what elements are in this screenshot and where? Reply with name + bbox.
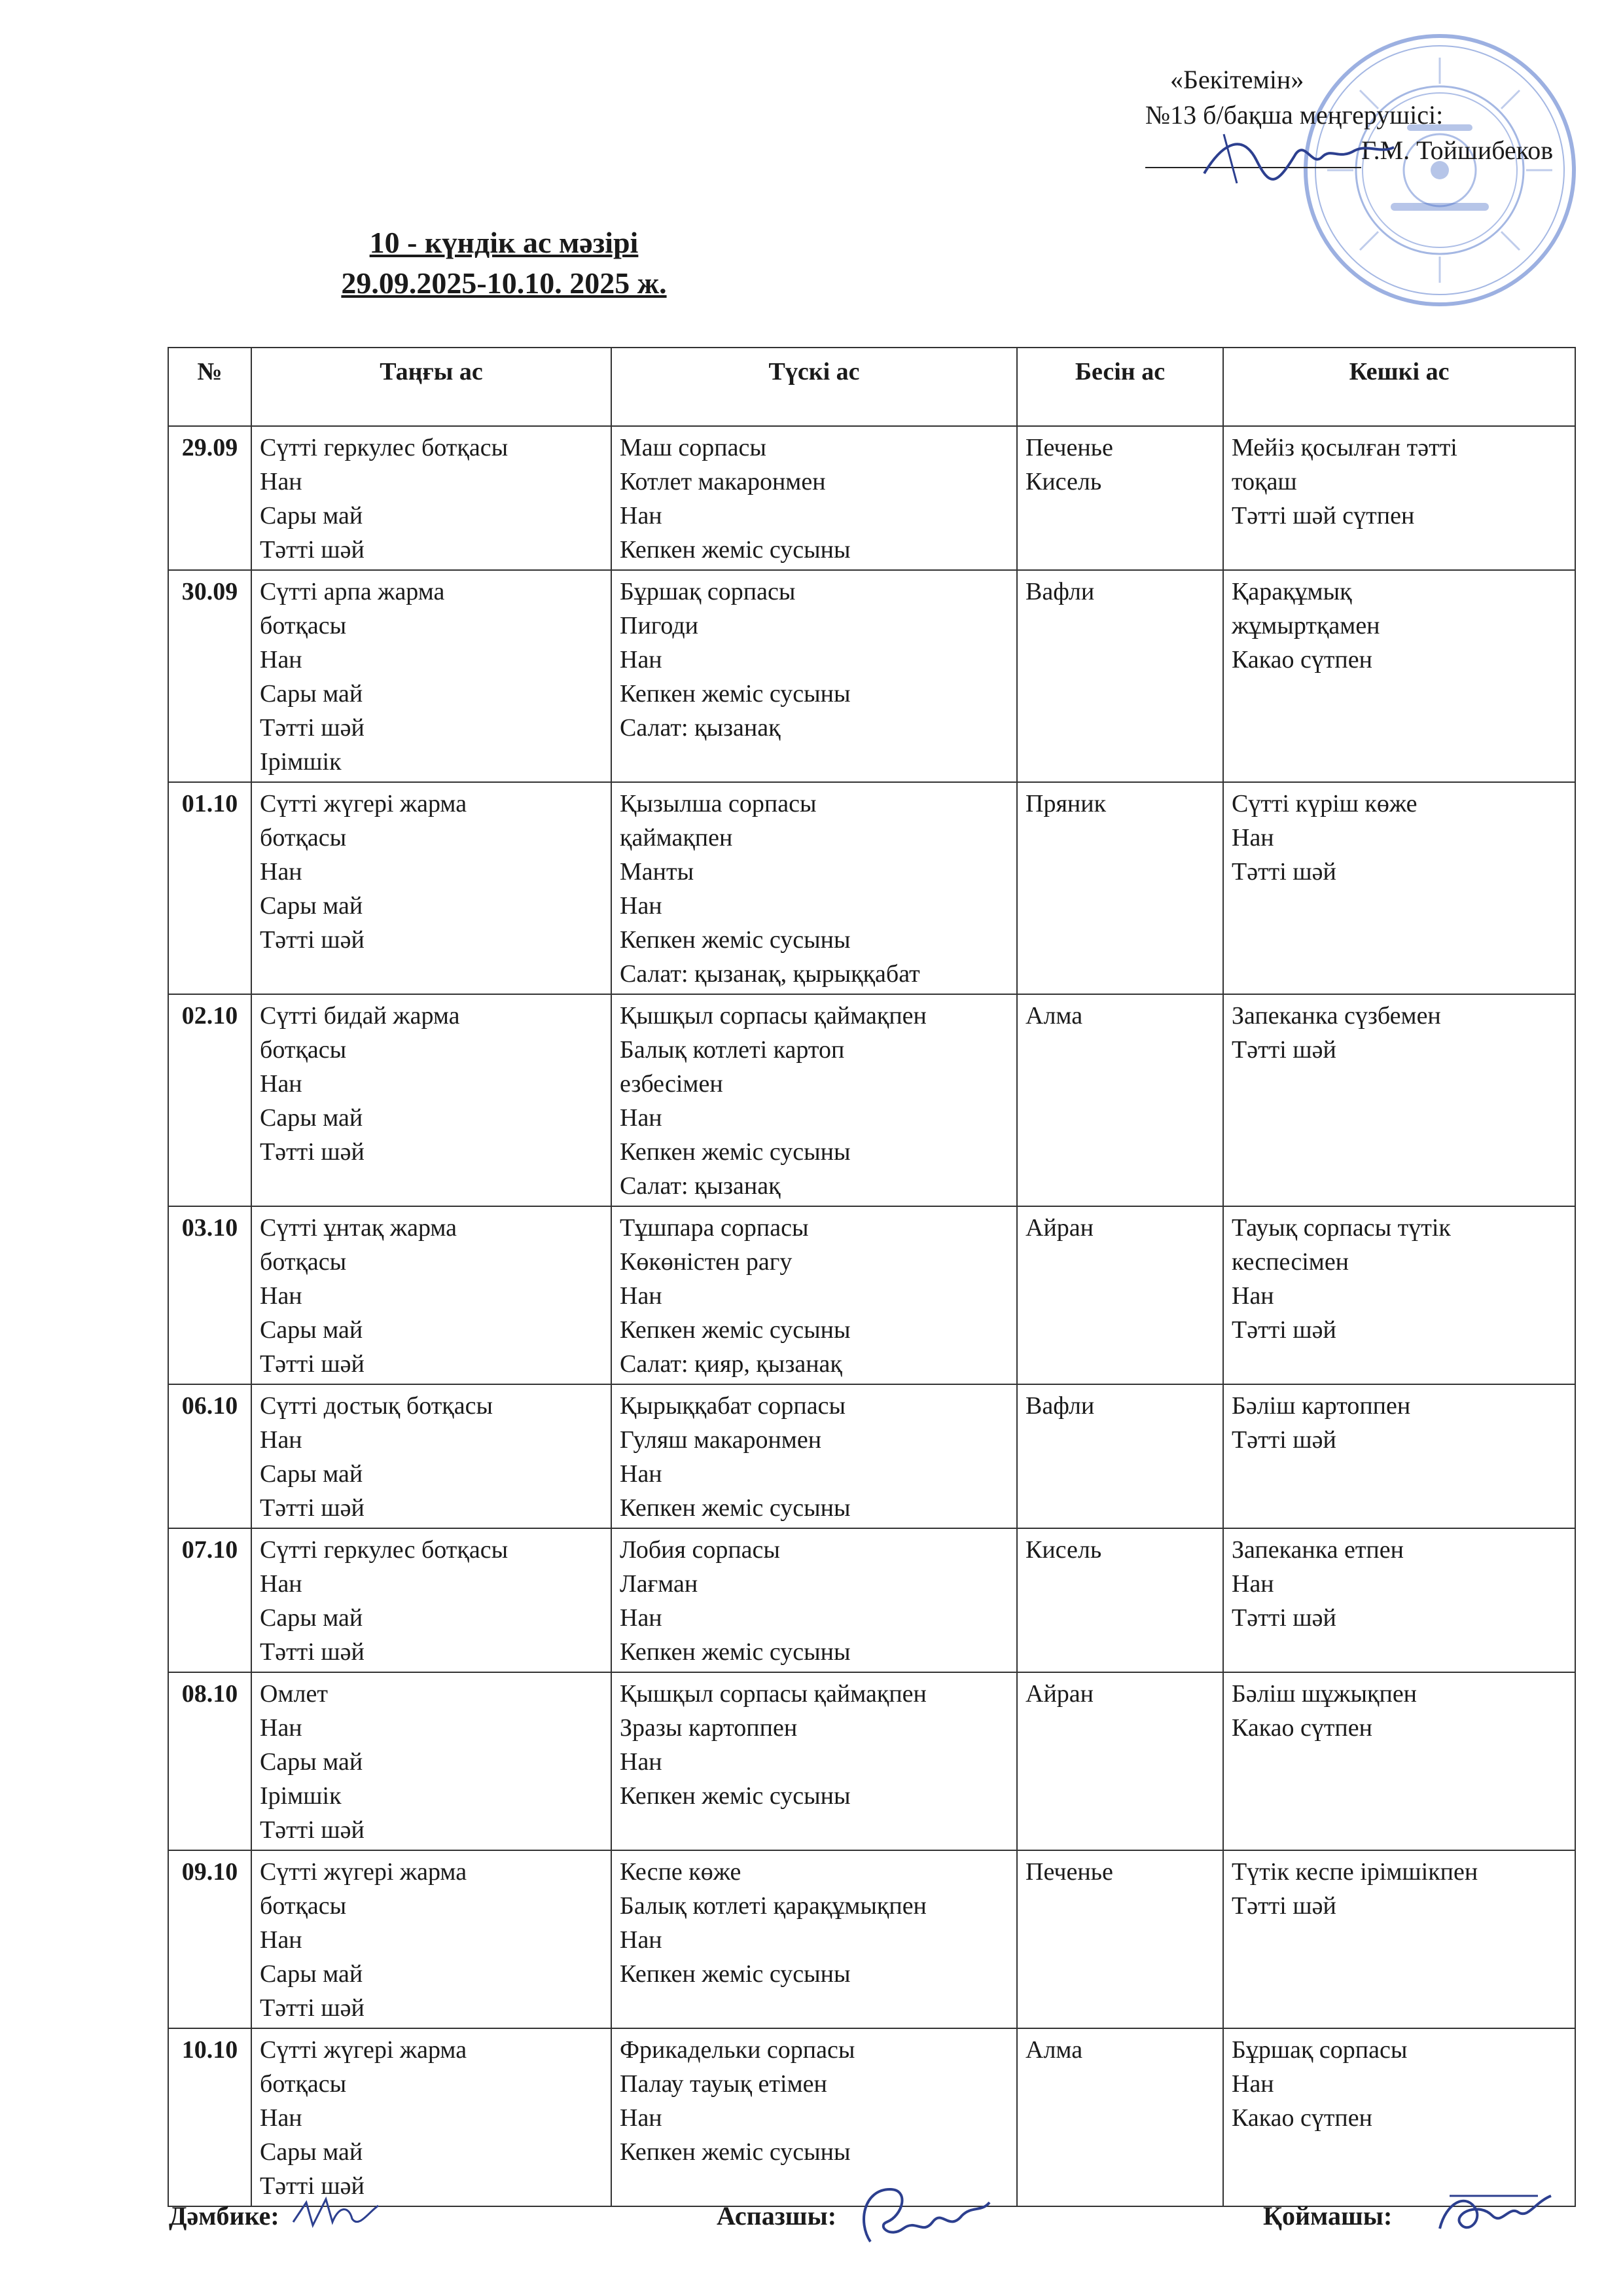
menu-item: ботқасы <box>260 1036 347 1064</box>
lunch-cell <box>611 426 1017 570</box>
column-header: Түскі ас <box>611 348 1017 426</box>
breakfast-cell <box>251 782 611 994</box>
menu-item: Тәтті шәй <box>260 1994 365 2022</box>
table-row <box>168 426 1575 570</box>
snack-cell <box>1017 1384 1223 1528</box>
menu-item: Бұршақ сорпасы <box>1232 2036 1408 2064</box>
date-cell: 08.10 <box>168 1672 251 1850</box>
lunch-cell <box>611 1206 1017 1384</box>
menu-table-body <box>168 426 1575 2206</box>
menu-item: Тауық сорпасы түтік <box>1232 1214 1451 1242</box>
menu-item: Нан <box>260 2104 302 2132</box>
menu-item: Печенье <box>1026 1858 1113 1886</box>
menu-item: Гуляш макаронмен <box>620 1426 822 1454</box>
lunch-cell <box>611 782 1017 994</box>
table-row <box>168 1528 1575 1672</box>
menu-item: Нан <box>620 646 662 673</box>
menu-item: Сары май <box>260 1604 363 1632</box>
breakfast-cell <box>251 1206 611 1384</box>
menu-item: Қышқыл сорпасы қаймақпен <box>620 1002 927 1030</box>
menu-item: Нан <box>260 646 302 673</box>
nurse-signature <box>287 2186 385 2238</box>
menu-item: Нан <box>260 1714 302 1742</box>
menu-item: Тәтті шәй <box>260 536 365 564</box>
column-header: Бесін ас <box>1017 348 1223 426</box>
approval-name: Г.М. Тойшибеков <box>1361 135 1554 165</box>
menu-item: жұмыртқамен <box>1232 612 1380 639</box>
menu-item: Алма <box>1026 2036 1083 2064</box>
dinner-cell <box>1223 1672 1575 1850</box>
snack-cell <box>1017 570 1223 782</box>
menu-item: Сары май <box>260 1316 363 1344</box>
menu-item: Сары май <box>260 892 363 920</box>
snack-cell <box>1017 1528 1223 1672</box>
menu-item: Сүтті ұнтақ жарма <box>260 1214 457 1242</box>
dinner-cell <box>1223 1384 1575 1528</box>
date-cell: 07.10 <box>168 1528 251 1672</box>
menu-item: Сары май <box>260 1748 363 1776</box>
menu-item: Тәтті шәй <box>260 714 365 742</box>
menu-item: Тәтті шәй <box>1232 1892 1336 1920</box>
menu-item: Тәтті шәй <box>260 926 365 954</box>
menu-item: тоқаш <box>1232 468 1297 495</box>
menu-item: Балық котлеті қарақұмықпен <box>620 1892 927 1920</box>
menu-item: Сары май <box>260 680 363 708</box>
lunch-cell <box>611 1528 1017 1672</box>
date-cell: 01.10 <box>168 782 251 994</box>
column-header: Кешкі ас <box>1223 348 1575 426</box>
menu-item: Лағман <box>620 1570 698 1598</box>
menu-item: Нан <box>1232 1570 1274 1598</box>
lunch-cell <box>611 994 1017 1206</box>
menu-item: Сары май <box>260 502 363 529</box>
menu-item: Пряник <box>1026 790 1107 817</box>
page-title <box>0 223 1008 304</box>
dinner-cell <box>1223 426 1575 570</box>
menu-item: Палау тауық етімен <box>620 2070 827 2098</box>
menu-item: Кепкен жеміс сусыны <box>620 1138 851 1166</box>
menu-item: ботқасы <box>260 1248 347 1276</box>
menu-item: Кепкен жеміс сусыны <box>620 2138 851 2166</box>
snack-cell <box>1017 994 1223 1206</box>
table-row <box>168 1850 1575 2028</box>
date-cell: 02.10 <box>168 994 251 1206</box>
menu-item: ботқасы <box>260 2070 347 2098</box>
lunch-cell <box>611 1672 1017 1850</box>
date-cell: 03.10 <box>168 1206 251 1384</box>
menu-item: Нан <box>620 1104 662 1132</box>
footer-label-cook: Аспазшы: <box>717 2201 837 2231</box>
menu-item: Кисель <box>1026 468 1102 495</box>
menu-item: Нан <box>1232 1282 1274 1310</box>
footer-label-nurse: Дәмбике: <box>169 2201 279 2231</box>
snack-cell <box>1017 1672 1223 1850</box>
approval-position: №13 б/бақша меңгерушісі: <box>1145 100 1444 130</box>
menu-item: Айран <box>1026 1214 1094 1242</box>
dinner-cell <box>1223 994 1575 1206</box>
menu-item: ботқасы <box>260 824 347 852</box>
menu-item: Нан <box>620 1460 662 1488</box>
footer-signatures <box>0 2173 1623 2258</box>
breakfast-cell <box>251 426 611 570</box>
menu-item: Запеканка етпен <box>1232 1536 1404 1564</box>
menu-item: Какао сүтпен <box>1232 1714 1372 1742</box>
lunch-cell <box>611 1850 1017 2028</box>
menu-table <box>168 347 1576 2207</box>
column-header: № <box>168 348 251 426</box>
menu-item: Тәтті шәй <box>1232 1316 1336 1344</box>
date-cell: 09.10 <box>168 1850 251 2028</box>
snack-cell <box>1017 1206 1223 1384</box>
menu-item: Бәліш картоппен <box>1232 1392 1411 1420</box>
menu-item: Сары май <box>260 2138 363 2166</box>
breakfast-cell <box>251 1672 611 1850</box>
footer-label-storekeeper: Қоймашы: <box>1263 2201 1393 2231</box>
menu-item: Ірімшік <box>260 1782 342 1810</box>
menu-item: Салат: қызанақ, қырыққабат <box>620 960 920 988</box>
menu-item: Сүтті күріш көже <box>1232 790 1418 817</box>
menu-item: Кепкен жеміс сусыны <box>620 1494 851 1522</box>
date-cell: 30.09 <box>168 570 251 782</box>
director-signature <box>1198 121 1407 193</box>
menu-item: Вафли <box>1026 1392 1095 1420</box>
menu-item: Тәтті шәй сүтпен <box>1232 502 1415 529</box>
column-header: Таңғы ас <box>251 348 611 426</box>
menu-item: Омлет <box>260 1680 328 1708</box>
menu-item: Кисель <box>1026 1536 1102 1564</box>
menu-item: Қышқыл сорпасы қаймақпен <box>620 1680 927 1708</box>
menu-item: Сүтті жүгері жарма <box>260 2036 467 2064</box>
menu-item: Салат: қызанақ <box>620 1172 781 1200</box>
snack-cell <box>1017 1850 1223 2028</box>
menu-item: Сары май <box>260 1104 363 1132</box>
menu-item: Тәтті шәй <box>260 2172 365 2200</box>
menu-item: Кепкен жеміс сусыны <box>620 1638 851 1666</box>
menu-item: Нан <box>620 2104 662 2132</box>
menu-item: Айран <box>1026 1680 1094 1708</box>
menu-item: Тәтті шәй <box>1232 1036 1336 1064</box>
menu-item: Нан <box>1232 2070 1274 2098</box>
menu-item: Көкөністен рагу <box>620 1248 793 1276</box>
menu-item: Нан <box>620 1604 662 1632</box>
menu-item: Сүтті арпа жарма <box>260 578 445 605</box>
menu-item: Нан <box>620 1282 662 1310</box>
menu-item: Қызылша сорпасы <box>620 790 817 817</box>
approval-heading: «Бекітемін» <box>1170 65 1304 94</box>
table-row <box>168 570 1575 782</box>
dinner-cell <box>1223 1850 1575 2028</box>
menu-item: кеспесімен <box>1232 1248 1349 1276</box>
menu-item: Манты <box>620 858 694 886</box>
menu-item: Маш сорпасы <box>620 434 766 461</box>
menu-item: Нан <box>260 1282 302 1310</box>
snack-cell <box>1017 782 1223 994</box>
menu-item: Кепкен жеміс сусыны <box>620 1782 851 1810</box>
menu-item: Запеканка сүзбемен <box>1232 1002 1441 1030</box>
table-row <box>168 994 1575 1206</box>
menu-item: қаймақпен <box>620 824 733 852</box>
menu-item: Бұршақ сорпасы <box>620 578 796 605</box>
menu-item: Салат: қияр, қызанақ <box>620 1350 842 1378</box>
table-row <box>168 1672 1575 1850</box>
menu-item: Бәліш шұжықпен <box>1232 1680 1418 1708</box>
menu-item: Кепкен жеміс сусыны <box>620 680 851 708</box>
menu-item: Түтік кеспе ірімшікпен <box>1232 1858 1478 1886</box>
breakfast-cell <box>251 1850 611 2028</box>
menu-item: Нан <box>260 1426 302 1454</box>
menu-item: Вафли <box>1026 578 1095 605</box>
menu-item: Нан <box>620 502 662 529</box>
menu-item: Кепкен жеміс сусыны <box>620 1960 851 1988</box>
menu-item: Кепкен жеміс сусыны <box>620 1316 851 1344</box>
menu-item: Тәтті шәй <box>260 1816 365 1844</box>
menu-item: Қырыққабат сорпасы <box>620 1392 846 1420</box>
menu-item: Тәтті шәй <box>1232 1604 1336 1632</box>
title-line: 10 - күндік ас мәзірі <box>369 226 639 259</box>
menu-item: Қарақұмық <box>1232 578 1352 605</box>
menu-item: Нан <box>260 1926 302 1954</box>
menu-item: ботқасы <box>260 612 347 639</box>
dinner-cell <box>1223 1528 1575 1672</box>
menu-item: Нан <box>1232 824 1274 852</box>
menu-item: Тәтті шәй <box>1232 1426 1336 1454</box>
breakfast-cell <box>251 1528 611 1672</box>
menu-item: Нан <box>260 858 302 886</box>
breakfast-cell <box>251 570 611 782</box>
menu-item: Лобия сорпасы <box>620 1536 780 1564</box>
menu-item: Нан <box>260 1070 302 1098</box>
lunch-cell <box>611 1384 1017 1528</box>
menu-item: Тәтті шәй <box>260 1138 365 1166</box>
menu-item: Тәтті шәй <box>260 1638 365 1666</box>
table-row <box>168 782 1575 994</box>
lunch-cell <box>611 570 1017 782</box>
menu-item: Тәтті шәй <box>1232 858 1336 886</box>
menu-item: ботқасы <box>260 1892 347 1920</box>
menu-item: Сүтті жүгері жарма <box>260 1858 467 1886</box>
menu-item: Нан <box>620 1926 662 1954</box>
date-cell: 06.10 <box>168 1384 251 1528</box>
menu-item: Сары май <box>260 1960 363 1988</box>
menu-item: Фрикадельки сорпасы <box>620 2036 855 2064</box>
table-row <box>168 1206 1575 1384</box>
dinner-cell <box>1223 782 1575 994</box>
menu-item: Ірімшік <box>260 748 342 776</box>
snack-cell <box>1017 426 1223 570</box>
menu-item: Какао сүтпен <box>1232 2104 1372 2132</box>
menu-item: Тәтті шәй <box>260 1350 365 1378</box>
menu-item: Кеспе көже <box>620 1858 741 1886</box>
breakfast-cell <box>251 1384 611 1528</box>
menu-item: Нан <box>260 1570 302 1598</box>
menu-item: Сүтті жүгері жарма <box>260 790 467 817</box>
menu-item: Салат: қызанақ <box>620 714 781 742</box>
cook-signature <box>851 2176 995 2255</box>
menu-item: Котлет макаронмен <box>620 468 826 495</box>
menu-item: Какао сүтпен <box>1232 646 1372 673</box>
menu-item: Кепкен жеміс сусыны <box>620 926 851 954</box>
menu-item: Тұшпара сорпасы <box>620 1214 809 1242</box>
table-row <box>168 1384 1575 1528</box>
dinner-cell <box>1223 1206 1575 1384</box>
menu-item: Балық котлеті картоп <box>620 1036 845 1064</box>
menu-item: Печенье <box>1026 434 1113 461</box>
menu-item: езбесімен <box>620 1070 723 1098</box>
menu-item: Пигоди <box>620 612 698 639</box>
menu-item: Сүтті бидай жарма <box>260 1002 460 1030</box>
menu-item: Нан <box>620 1748 662 1776</box>
dinner-cell <box>1223 570 1575 782</box>
menu-item: Сүтті геркулес ботқасы <box>260 434 508 461</box>
menu-item: Нан <box>620 892 662 920</box>
date-cell: 29.09 <box>168 426 251 570</box>
menu-item: Кепкен жеміс сусыны <box>620 536 851 564</box>
menu-item: Зразы картоппен <box>620 1714 798 1742</box>
storekeeper-signature <box>1427 2176 1558 2248</box>
menu-item: Мейіз қосылған тәтті <box>1232 434 1457 461</box>
date-range: 29.09.2025-10.10. 2025 ж. <box>341 266 667 300</box>
date-cell: 10.10 <box>168 2028 251 2206</box>
breakfast-cell <box>251 994 611 1206</box>
table-header-row <box>168 348 1575 426</box>
menu-item: Сүтті достық ботқасы <box>260 1392 493 1420</box>
menu-item: Тәтті шәй <box>260 1494 365 1522</box>
menu-item: Сүтті геркулес ботқасы <box>260 1536 508 1564</box>
menu-item: Нан <box>260 468 302 495</box>
menu-item: Сары май <box>260 1460 363 1488</box>
menu-item: Алма <box>1026 1002 1083 1030</box>
